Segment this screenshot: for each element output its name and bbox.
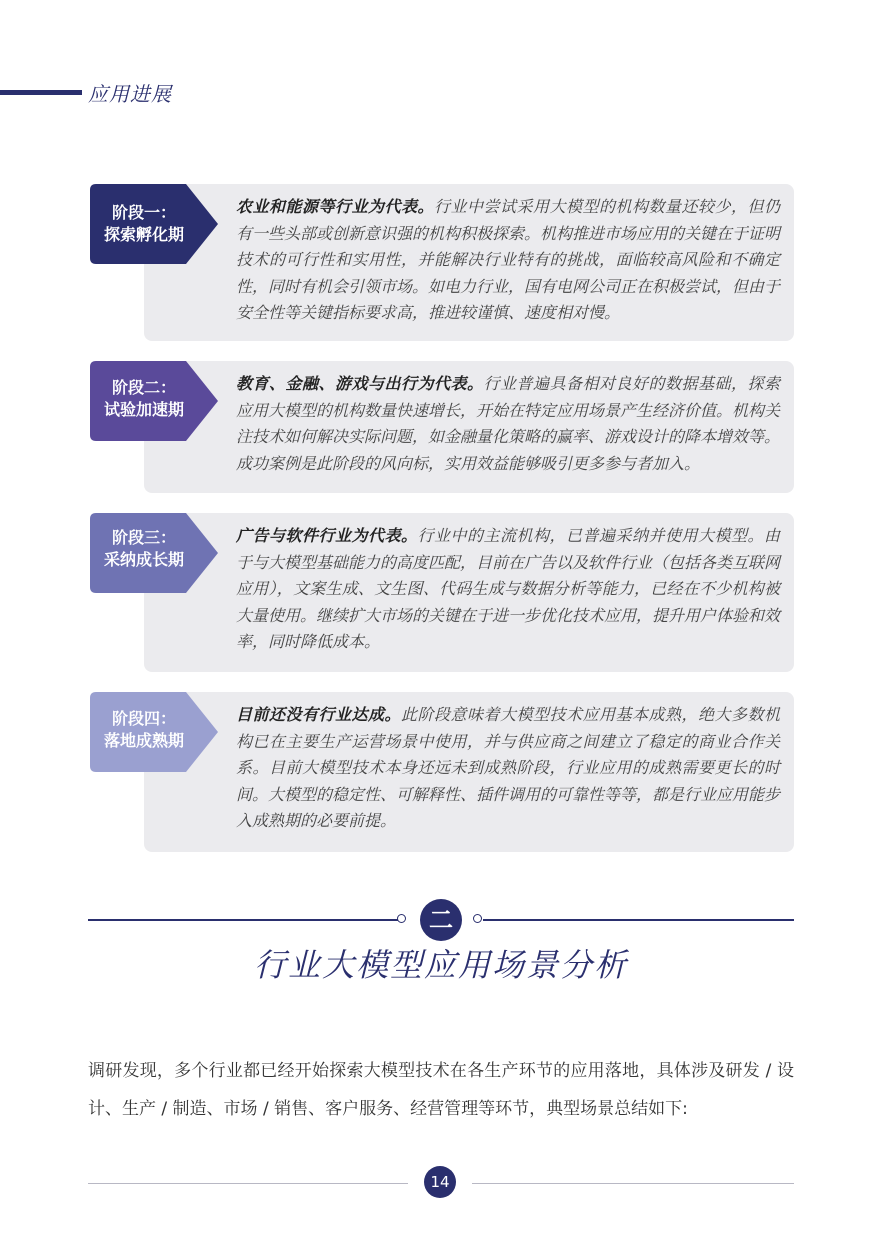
- stage-label-line2: 探索孵化期: [103, 225, 184, 244]
- stage-label-badge: [90, 184, 218, 264]
- stage-label-line1: 阶段一：: [111, 203, 176, 222]
- header-accent-bar: [0, 90, 82, 95]
- stage-label-line1: 阶段四：: [111, 709, 176, 728]
- stage-card-2: [90, 361, 794, 493]
- stage-label-line2: 落地成熟期: [103, 731, 184, 750]
- header-title: 应用进展: [88, 82, 172, 106]
- stage-label-badge: [90, 513, 218, 593]
- stage-lead: 目前还没有行业达成。: [236, 705, 401, 724]
- stage-body: 行业中的主流机构，已普遍采纳并使用大模型。由于与大模型基础能力的高度匹配，目前在广告以及软件行业（包括各类互联网应用），文案生成、文生图、代码生成与数据分析等能力，已经在不少机构被大量使用。继续扩大市场的关键在于进一步优化技术应用，提升用户体验和效率，同时降低成本。: [236, 526, 781, 652]
- body-paragraph: 调研发现，多个行业都已经开始探索大模型技术在各生产环节的应用落地，具体涉及研发 / 设计、生产 / 制造、市场 / 销售、客户服务、经营管理等环节，典型场景总结如下:: [88, 1061, 794, 1119]
- divider-ring-left: [397, 914, 406, 923]
- stage-body: 行业普遍具备相对良好的数据基础，探索应用大模型的机构数量快速增长，开始在特定应用场景产生经济价值。机构关注技术如何解决实际问题，如金融量化策略的赢率、游戏设计的降本增效等。成功案例是此阶段的风向标，实用效益能够吸引更多参与者加入。: [236, 374, 781, 473]
- stage-label-line1: 阶段二：: [111, 378, 176, 397]
- footer-line-left: [88, 1183, 408, 1184]
- stage-description: [236, 194, 780, 327]
- stage-label-line2: 采纳成长期: [103, 550, 184, 569]
- stage-description: [236, 371, 780, 477]
- stage-label-line2: 试验加速期: [103, 400, 184, 419]
- stage-body: 行业中尝试采用大模型的机构数量还较少，但仍有一些头部或创新意识强的机构积极探索。机构推进市场应用的关键在于证明技术的可行性和实用性，并能解决行业特有的挑战，面临较高风险和不确定性，同时有机会引领市场。如电力行业，国有电网公司正在积极尝试，但由于安全性等关键指标要求高，推进较谨慎、速度相对慢。: [236, 197, 781, 323]
- stage-card-1: [90, 184, 794, 341]
- section-divider-right: [483, 919, 794, 921]
- stage-label-badge: [90, 361, 218, 441]
- stage-label-line1: 阶段三：: [111, 528, 176, 547]
- stage-description: [236, 523, 780, 656]
- stage-lead: 广告与软件行业为代表。: [236, 526, 418, 545]
- stage-card-3: [90, 513, 794, 672]
- footer-line-right: [472, 1183, 794, 1184]
- stage-lead: 农业和能源等行业为代表。: [236, 197, 434, 216]
- stage-lead: 教育、金融、游戏与出行为代表。: [236, 374, 484, 393]
- stage-card-4: [90, 692, 794, 852]
- section-number-badge: 二: [420, 899, 462, 941]
- stage-label-badge: [90, 692, 218, 772]
- page-number: 14: [424, 1166, 456, 1198]
- stage-body: 此阶段意味着大模型技术应用基本成熟，绝大多数机构已在主要生产运营场景中使用，并与供应商之间建立了稳定的商业合作关系。目前大模型技术本身还远未到成熟阶段，行业应用的成熟需要更长的时间。大模型的稳定性、可解释性、插件调用的可靠性等等，都是行业应用能步入成熟期的必要前提。: [236, 705, 781, 831]
- divider-ring-right: [473, 914, 482, 923]
- stage-description: [236, 702, 780, 835]
- section-title: 行业大模型应用场景分析: [253, 946, 628, 984]
- section-divider-left: [88, 919, 398, 921]
